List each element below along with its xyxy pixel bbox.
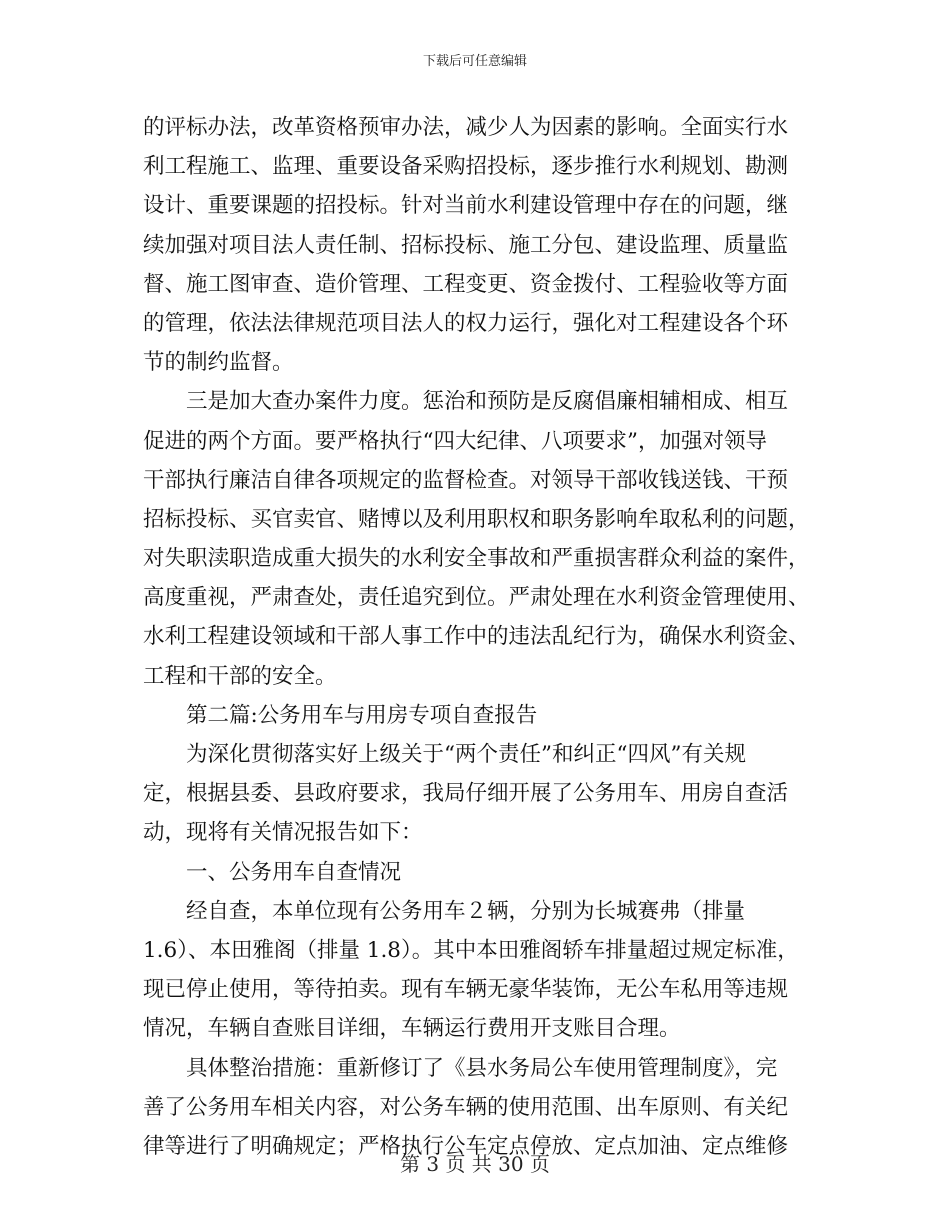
text-line: 设计、重要课题的招投标。针对当前水利建设管理中存在的问题，继 — [143, 193, 789, 219]
text-line: 经自查，本单位现有公务用车２辆，分别为长城赛弗（排量 — [143, 898, 746, 924]
text-line: 三是加大查办案件力度。惩治和预防是反腐倡廉相辅相成、相互 — [143, 389, 789, 415]
text-line: 续加强对项目法人责任制、招标投标、施工分包、建设监理、质量监 — [143, 232, 789, 258]
text-line: 具体整治措施：重新修订了《县水务局公车使用管理制度》，完 — [143, 1055, 778, 1081]
text-line: 善了公务用车相关内容，对公务车辆的使用范围、出车原则、有关纪 — [143, 1094, 789, 1120]
text-line: 招标投标、买官卖官、赌博以及利用职权和职务影响牟取私利的问题， — [143, 506, 810, 532]
text-line: 1.6）、本田雅阁（排量 1.8）。其中本田雅阁轿车排量超过规定标准， — [143, 937, 799, 963]
section-subheading: 一、公务用车自查情况 — [143, 859, 402, 885]
page-footer: 第 3 页 共 30 页 — [400, 1152, 550, 1176]
text-line: 利工程施工、监理、重要设备采购招投标，逐步推行水利规划、勘测 — [143, 154, 789, 180]
page-header: 下载后可任意编辑 — [422, 54, 527, 69]
text-line: 节的制约监督。 — [143, 350, 294, 376]
body-text — [143, 108, 815, 1166]
text-line: 的管理，依法法律规范项目法人的权力运行，强化对工程建设各个环 — [143, 310, 789, 336]
text-line: 情况，车辆自查账目详细，车辆运行费用开支账目合理。 — [143, 1016, 681, 1042]
text-line: 的评标办法，改革资格预审办法，减少人为因素的影响。全面实行水 — [143, 115, 789, 140]
text-line: 工程和干部的安全。 — [143, 663, 337, 689]
text-line: 水利工程建设领域和干部人事工作中的违法乱纪行为，确保水利资金、 — [143, 624, 810, 650]
section-heading: 第二篇:公务用车与用房专项自查报告 — [143, 702, 538, 728]
text-line: 动，现将有关情况报告如下： — [143, 820, 423, 846]
text-line: 督、施工图审查、造价管理、工程变更、资金拨付、工程验收等方面 — [143, 271, 789, 297]
text-line: 定，根据县委、县政府要求，我局仔细开展了公务用车、用房自查活 — [143, 781, 789, 807]
text-line: 对失职渎职造成重大损失的水利安全事故和严重损害群众利益的案件， — [143, 546, 810, 572]
text-line: 促进的两个方面。要严格执行“四大纪律、八项要求”，加强对领导 — [143, 428, 767, 454]
text-line: 干部执行廉洁自律各项规定的监督检查。对领导干部收钱送钱、干预 — [143, 467, 789, 493]
text-line: 现已停止使用，等待拍卖。现有车辆无豪华装饰，无公车私用等违规 — [143, 977, 789, 1003]
text-line: 高度重视，严肃查处，责任追究到位。严肃处理在水利资金管理使用、 — [143, 585, 810, 611]
text-line: 律等进行了明确规定；严格执行公车定点停放、定点加油、定点维修 — [143, 1133, 789, 1159]
text-line: 为深化贯彻落实好上级关于“两个责任”和纠正“四风”有关规 — [143, 742, 746, 767]
